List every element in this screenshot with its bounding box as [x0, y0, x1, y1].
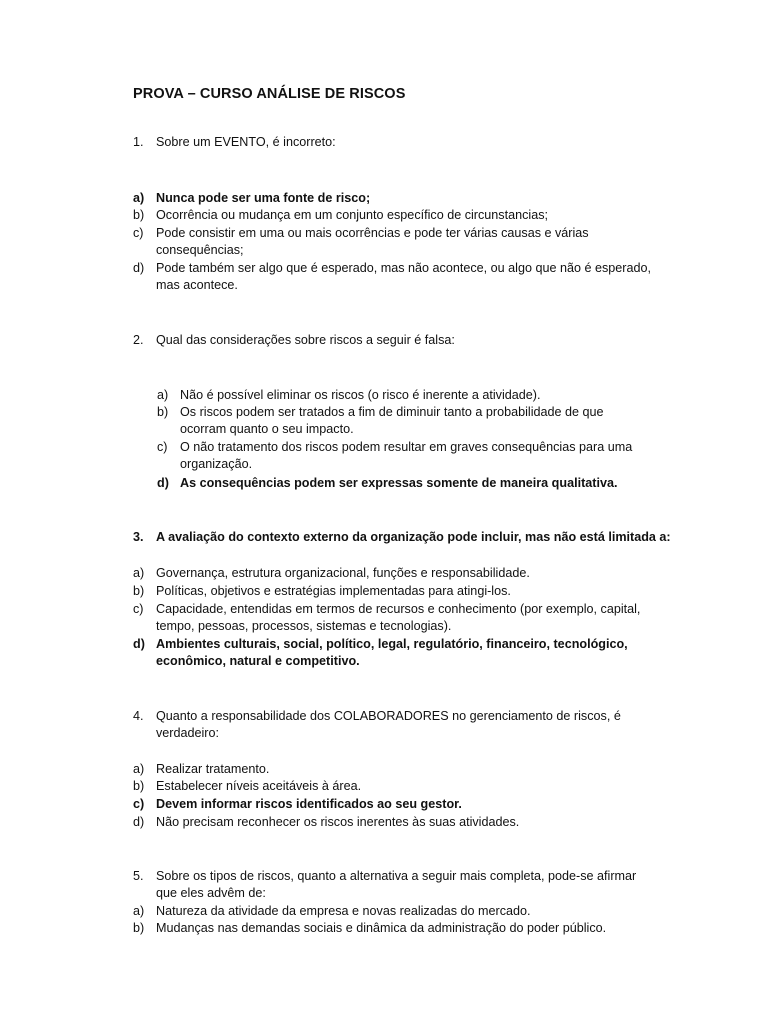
question-1-number: 1. [133, 135, 144, 149]
question-3-number: 3. [133, 530, 144, 544]
q5-option-a-text: Natureza da atividade da empresa e novas realizadas do mercado. [156, 904, 531, 918]
q1-option-d-label: d) [133, 261, 145, 275]
question-5-text-2: que eles advêm de: [156, 886, 266, 900]
q2-option-d-label: d) [157, 476, 169, 490]
question-2-text: Qual das considerações sobre riscos a seguir é falsa: [156, 333, 455, 347]
q2-option-a-text: Não é possível eliminar os riscos (o risco é inerente a atividade). [180, 388, 541, 402]
q2-option-b-text-1: Os riscos podem ser tratados a fim de diminuir tanto a probabilidade de que [180, 405, 604, 419]
q2-option-d-text: As consequências podem ser expressas somente de maneira qualitativa. [180, 476, 618, 490]
q1-option-d-text-1: Pode também ser algo que é esperado, mas não acontece, ou algo que não é esperado, [156, 261, 651, 275]
q4-option-c-label: c) [133, 797, 145, 811]
q5-option-b-label: b) [133, 921, 145, 935]
q1-option-c-text-1: Pode consistir em uma ou mais ocorrências e pode ter várias causas e várias [156, 226, 589, 240]
q2-option-c-label: c) [157, 440, 168, 454]
question-5-text-1: Sobre os tipos de riscos, quanto a alternativa a seguir mais completa, pode-se afirmar [156, 869, 637, 883]
q2-option-c-text-1: O não tratamento dos riscos podem resultar em graves consequências para uma [180, 440, 633, 454]
question-3-text: A avaliação do contexto externo da organização pode incluir, mas não está limitada a: [156, 530, 671, 544]
question-2-number: 2. [133, 333, 144, 347]
q1-option-c-text-2: consequências; [156, 243, 244, 257]
q3-option-b-label: b) [133, 584, 145, 598]
q1-option-b-label: b) [133, 208, 145, 222]
q2-option-b-label: b) [157, 405, 169, 419]
q1-option-a-label: a) [133, 191, 145, 205]
q4-option-a-text: Realizar tratamento. [156, 762, 270, 776]
q4-option-d-text: Não precisam reconhecer os riscos inerentes às suas atividades. [156, 815, 520, 829]
question-4-number: 4. [133, 709, 144, 723]
q3-option-c-text-2: tempo, pessoas, processos, sistemas e tecnologias). [156, 619, 452, 633]
q2-option-c-text-2: organização. [180, 457, 253, 471]
question-4-text-2: verdadeiro: [156, 726, 220, 740]
q2-option-a-label: a) [157, 388, 169, 402]
q4-option-b-text: Estabelecer níveis aceitáveis à área. [156, 779, 362, 793]
q2-option-b-text-2: ocorram quanto o seu impacto. [180, 422, 354, 436]
q4-option-c-text: Devem informar riscos identificados ao seu gestor. [156, 797, 462, 811]
q5-option-a-label: a) [133, 904, 145, 918]
q1-option-a-text: Nunca pode ser uma fonte de risco; [156, 191, 371, 205]
q3-option-a-label: a) [133, 566, 145, 580]
q4-option-a-label: a) [133, 762, 145, 776]
q5-option-b-text: Mudanças nas demandas sociais e dinâmica da administração do poder público. [156, 921, 607, 935]
q3-option-c-text-1: Capacidade, entendidas em termos de recursos e conhecimento (por exemplo, capital, [156, 602, 641, 616]
q3-option-b-text: Políticas, objetivos e estratégias implementadas para atingi-los. [156, 584, 511, 598]
question-1-text: Sobre um EVENTO, é incorreto: [156, 135, 336, 149]
q3-option-d-text-2: econômico, natural e competitivo. [156, 654, 360, 668]
q4-option-b-label: b) [133, 779, 145, 793]
q3-option-d-text-1: Ambientes culturais, social, político, legal, regulatório, financeiro, tecnológico, [156, 637, 628, 651]
page-title: PROVA – CURSO ANÁLISE DE RISCOS [133, 86, 406, 102]
question-5-number: 5. [133, 869, 144, 883]
q3-option-c-label: c) [133, 602, 144, 616]
q1-option-c-label: c) [133, 226, 144, 240]
q1-option-d-text-2: mas acontece. [156, 278, 238, 292]
question-4-text-1: Quanto a responsabilidade dos COLABORADORES no gerenciamento de riscos, é [156, 709, 621, 723]
q1-option-b-text: Ocorrência ou mudança em um conjunto específico de circunstancias; [156, 208, 549, 222]
q3-option-a-text: Governança, estrutura organizacional, funções e responsabilidade. [156, 566, 530, 580]
q4-option-d-label: d) [133, 815, 145, 829]
q3-option-d-label: d) [133, 637, 145, 651]
